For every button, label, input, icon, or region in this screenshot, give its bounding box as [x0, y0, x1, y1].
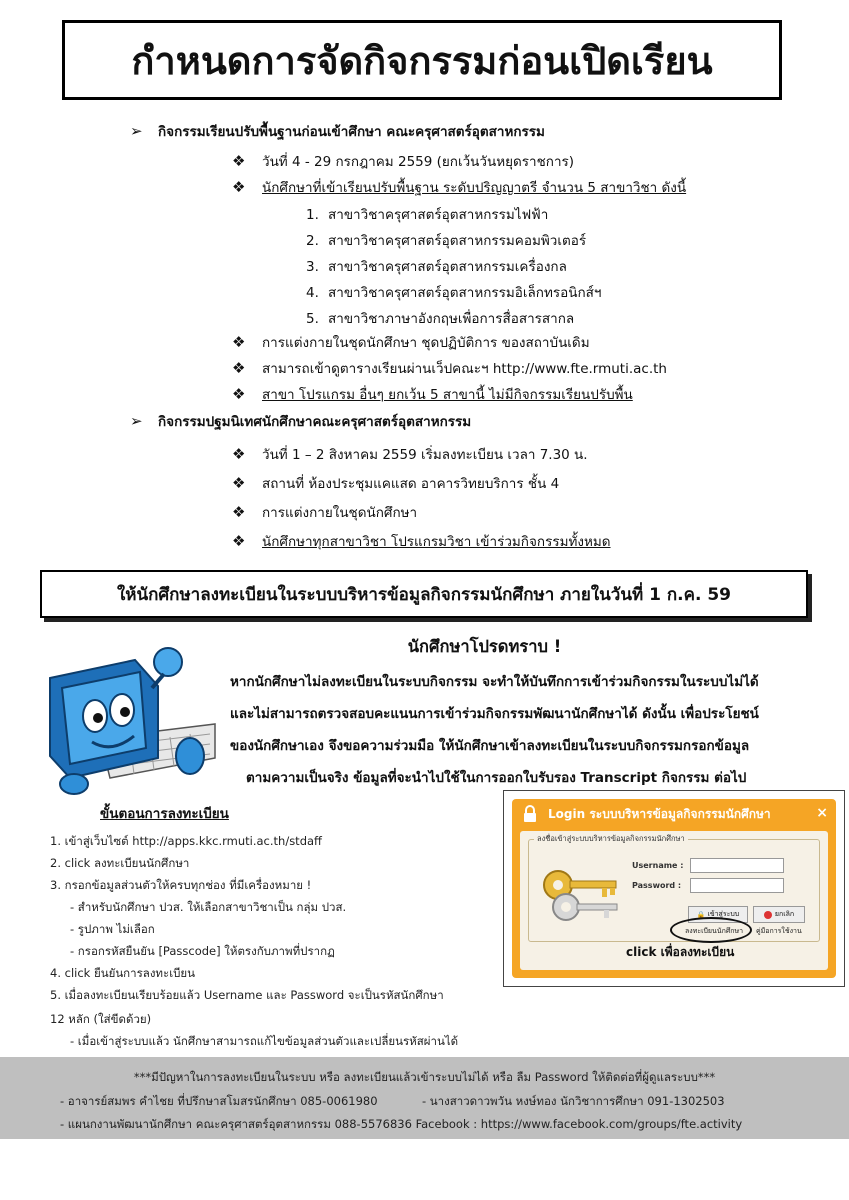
- cancel-button[interactable]: ยกเลิก: [753, 906, 805, 923]
- diamond-bullet-icon: ❖: [232, 503, 246, 521]
- lock-small-icon: 🔒: [696, 910, 706, 919]
- arrow-bullet-icon: ➢: [130, 412, 143, 430]
- section2-dress: ❖ การแต่งกายในชุดนักศึกษา: [232, 503, 418, 521]
- login-dialog: [503, 790, 845, 987]
- step-item: 4. click ยืนยันการลงทะเบียน: [50, 966, 196, 980]
- section1-except: ❖ สาขา โปรแกรม อื่นๆ ยกเว้น 5 สาขานี้ ไม่มีกิจกรรมเรียนปรับพื้น: [232, 385, 633, 403]
- register-link[interactable]: ลงทะเบียนนักศึกษา: [685, 927, 744, 935]
- section1-schedule: ❖ สามารถเข้าดูตารางเรียนผ่านเว็ปคณะฯ http://www.fte.rmuti.ac.th: [232, 359, 667, 377]
- major-item: 3. สาขาวิชาครุศาสตร์อุตสาหกรรมเครื่องกล: [306, 259, 567, 275]
- login-window: [512, 799, 836, 978]
- login-header: [512, 799, 836, 829]
- manual-link[interactable]: คู่มือการใช้งาน: [756, 927, 802, 935]
- step-item: 2. click ลงทะเบียนนักศึกษา: [50, 856, 190, 870]
- register-banner: ให้นักศึกษาลงทะเบียนในระบบบริหารข้อมูลกิจกรรมนักศึกษา ภายในวันที่ 1 ก.ค. 59: [40, 570, 808, 618]
- diamond-bullet-icon: ❖: [232, 178, 246, 196]
- cancel-icon: [764, 911, 772, 919]
- title-box: [62, 20, 782, 100]
- diamond-bullet-icon: ❖: [232, 474, 246, 492]
- footer-contact: - นางสาวดาวพวัน หงษ์ทอง นักวิชาการศึกษา 091-1302503: [422, 1094, 725, 1108]
- notice-line: ของนักศึกษาเอง จึงขอความร่วมมือ ให้นักศึกษาเข้าลงทะเบียนในระบบกิจกรรมกรอกข้อมูล: [230, 738, 750, 754]
- major-item: 2. สาขาวิชาครุศาสตร์อุตสาหกรรมคอมพิวเตอร์: [306, 233, 587, 249]
- lock-icon: [522, 805, 538, 823]
- diamond-bullet-icon: ❖: [232, 152, 246, 170]
- password-label: Password :: [632, 881, 682, 890]
- step-subitem: - เมื่อเข้าสู่ระบบแล้ว นักศึกษาสามารถแก้ไขข้อมูลส่วนตัวและเปลี่ยนรหัสผ่านได้: [70, 1034, 459, 1048]
- username-label: Username :: [632, 861, 684, 870]
- step-subitem: - กรอกรหัสยืนยัน [Passcode] ให้ตรงกับภาพที่ปรากฏ: [70, 944, 335, 958]
- section1-heading: ➢ กิจกรรมเรียนปรับพื้นฐานก่อนเข้าศึกษา คณะครุศาสตร์อุตสาหกรรม: [130, 122, 545, 140]
- arrow-bullet-icon: ➢: [130, 122, 143, 140]
- step-subitem: - สำหรับนักศึกษา ปวส. ให้เลือกสาขาวิชาเป็น กลุ่ม ปวส.: [70, 900, 347, 914]
- diamond-bullet-icon: ❖: [232, 532, 246, 550]
- password-input[interactable]: [690, 878, 784, 893]
- login-title: Login ระบบบริหารข้อมูลกิจกรรมนักศึกษา: [548, 806, 771, 821]
- footer: [0, 1057, 849, 1139]
- diamond-bullet-icon: ❖: [232, 445, 246, 463]
- major-item: 5. สาขาวิชาภาษาอังกฤษเพื่อการสื่อสารสากล: [306, 311, 575, 327]
- section1-students: ❖ นักศึกษาที่เข้าเรียนปรับพื้นฐาน ระดับปริญญาตรี จำนวน 5 สาขาวิชา ดังนี้: [232, 178, 687, 196]
- section2-date: ❖ วันที่ 1 – 2 สิงหาคม 2559 เริ่มลงทะเบียน เวลา 7.30 น.: [232, 445, 588, 463]
- login-caption: click เพื่อลงทะเบียน: [626, 945, 735, 959]
- major-item: 4. สาขาวิชาครุศาสตร์อุตสาหกรรมอิเล็กทรอนิกส์ฯ: [306, 285, 602, 301]
- major-item: 1. สาขาวิชาครุศาสตร์อุตสาหกรรมไฟฟ้า: [306, 207, 549, 223]
- login-legend: ลงชื่อเข้าสู่ระบบบริหารข้อมูลกิจกรรมนักศึกษา: [534, 833, 688, 845]
- diamond-bullet-icon: ❖: [232, 385, 246, 403]
- login-button[interactable]: 🔒 เข้าสู่ระบบ: [688, 906, 748, 923]
- close-icon[interactable]: ×: [816, 805, 828, 821]
- footer-contact: - อาจารย์สมพร คำไชย ที่ปรึกษาสโมสรนักศึกษา 085-0061980: [60, 1094, 378, 1108]
- step-item: 1. เข้าสู่เว็บไซต์ http://apps.kkc.rmuti.ac.th/stdaff: [50, 834, 322, 848]
- page-title: กำหนดการจัดกิจกรรมก่อนเปิดเรียน: [131, 38, 713, 83]
- step-subitem: - รูปภาพ ไม่เลือก: [70, 922, 155, 936]
- notice-line: ตามความเป็นจริง ข้อมูลที่จะนำไปใช้ในการออกใบรับรอง Transcript กิจกรรม ต่อไป: [246, 770, 747, 786]
- notice-line: หากนักศึกษาไม่ลงทะเบียนในระบบกิจกรรม จะทำให้บันทึกการเข้าร่วมกิจกรรมในระบบไม่ได้: [230, 674, 759, 690]
- login-body: [520, 831, 828, 970]
- section2-place: ❖ สถานที่ ห้องประชุมแคแสด อาคารวิทยบริการ ชั้น 4: [232, 474, 560, 492]
- notice-line: และไม่สามารถตรวจสอบคะแนนการเข้าร่วมกิจกรรมพัฒนานักศึกษาได้ ดังนั้น เพื่อประโยชน์: [230, 706, 759, 722]
- section1-date: ❖ วันที่ 4 - 29 กรกฎาคม 2559 (ยกเว้นวันหยุดราชการ): [232, 152, 575, 170]
- step-item: 12 หลัก (ใส่ขีดด้วย): [50, 1012, 152, 1026]
- section1-dress: ❖ การแต่งกายในชุดนักศึกษา ชุดปฏิบัติการ ของสถาบันเดิม: [232, 333, 590, 351]
- section2-all: ❖ นักศึกษาทุกสาขาวิชา โปรแกรมวิชา เข้าร่วมกิจกรรมทั้งหมด: [232, 532, 611, 550]
- section2-heading: ➢ กิจกรรมปฐมนิเทศนักศึกษาคณะครุศาสตร์อุตสาหกรรม: [130, 412, 472, 430]
- footer-contact: - แผนกงานพัฒนานักศึกษา คณะครุศาสตร์อุตสาหกรรม 088-5576836 Facebook : https://www.facebook.com/groups/fte.activity: [60, 1117, 743, 1131]
- username-input[interactable]: [690, 858, 784, 873]
- notice-title: นักศึกษาโปรดทราบ !: [407, 637, 562, 656]
- diamond-bullet-icon: ❖: [232, 333, 246, 351]
- steps-title: ขั้นตอนการลงทะเบียน: [100, 806, 229, 822]
- step-item: 3. กรอกข้อมูลส่วนตัวให้ครบทุกช่อง ที่มีเครื่องหมาย !: [50, 878, 312, 892]
- footer-warning: ***มีปัญหาในการลงทะเบียนในระบบ หรือ ลงทะเบียนแล้วเข้าระบบไม่ได้ หรือ ลืม Password ให้ติดต่อที่ผู้ดูแลระบบ***: [133, 1070, 716, 1084]
- computer-mascot-icon: [40, 638, 220, 798]
- step-item: 5. เมื่อลงทะเบียนเรียบร้อยแล้ว Username และ Password จะเป็นรหัสนักศึกษา: [50, 988, 444, 1002]
- diamond-bullet-icon: ❖: [232, 359, 246, 377]
- keys-icon: [538, 861, 624, 931]
